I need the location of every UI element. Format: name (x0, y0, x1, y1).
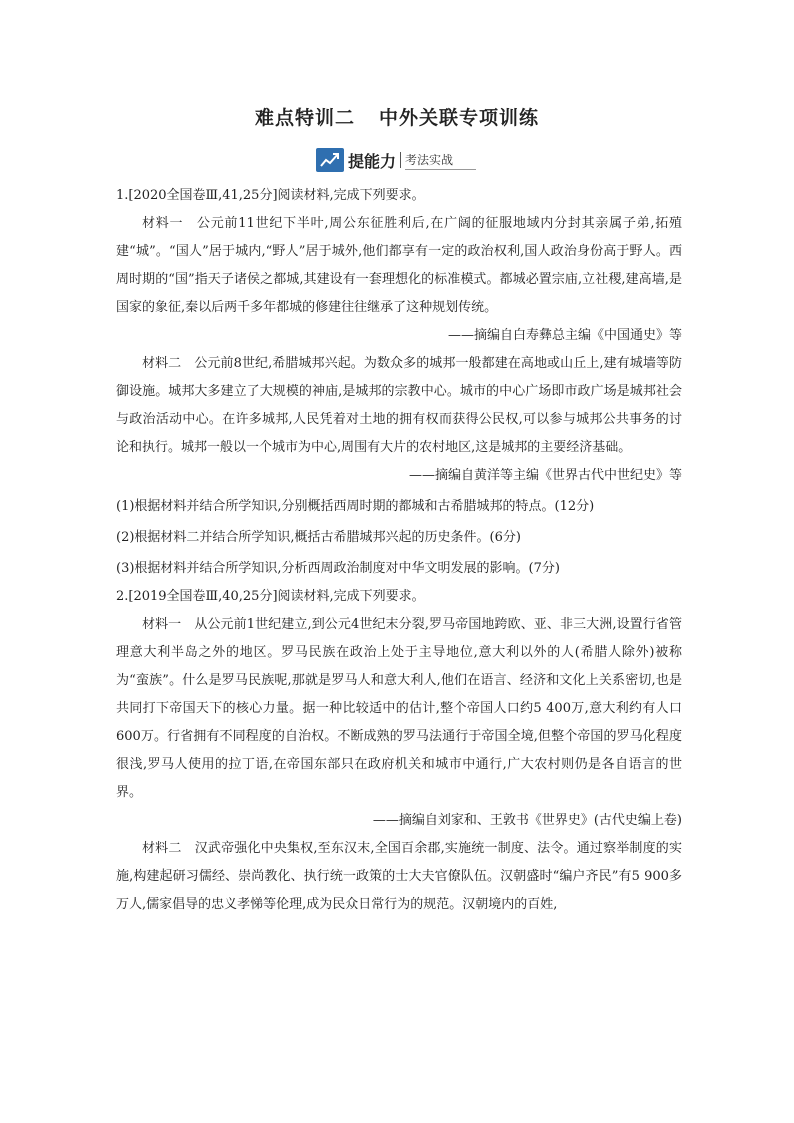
badge-sub-label: 考法实战 (405, 151, 476, 170)
question-1-material-1: 材料一 公元前11世纪下半叶,周公东征胜利后,在广阔的征服地域内分封其亲属子弟,拓殖建“城”。“国人”居于城内,“野人”居于城外,他们都享有一定的政治权利,国人政治身份高于野人。西周时期的“国”指天子诸侯之都城,其建设有一套理想化的标准模式。都城必置宗庙,立社稷,建高墙,是国家的象征,秦以后两千多年都城的修建往往继承了这种规划传统。 (116, 216, 682, 315)
title-right: 中外关联专项训练 (379, 107, 540, 129)
content (116, 182, 682, 919)
question-1-sub-1: (1)根据材料并结合所学知识,分别概括西周时期的都城和古希腊城邦的特点。(12分) (116, 499, 595, 514)
question-2-material-2: 材料二 汉武帝强化中央集权,至东汉末,全国百余郡,实施统一制度、法令。通过察举制度的实施,构建起研习儒经、崇尚教化、执行统一政策的士大夫官僚队伍。汉朝盛时“编户齐民”有5 900多万人,儒家倡导的忠义孝悌等伦理,成为民众日常行为的规范。汉朝境内的百姓, (116, 841, 682, 912)
question-1-material-2: 材料二 公元前8世纪,希腊城邦兴起。为数众多的城邦一般都建在高地或山丘上,建有城墙等防御设施。城邦大多建立了大规模的神庙,是城邦的宗教中心。城市的中心广场即市政广场是城邦社会与政治活动中心。在许多城邦,人民凭着对土地的拥有权而获得公民权,可以参与城邦公共事务的讨论和执行。城邦一般以一个城市为中心,周围有大片的农村地区,这是城邦的主要经济基础。 (116, 356, 682, 455)
badge-divider (400, 152, 401, 168)
page-title (0, 103, 794, 130)
title-left: 难点特训二 (254, 107, 355, 129)
badge-main-label: 提能力 (348, 151, 397, 171)
question-1-header: 1.[2020全国卷Ⅲ,41,25分]阅读材料,完成下列要求。 (116, 188, 425, 203)
question-1-material-1-source: ——摘编自白寿彝总主编《中国通史》等 (447, 328, 682, 343)
question-2-header: 2.[2019全国卷Ⅲ,40,25分]阅读材料,完成下列要求。 (116, 589, 425, 604)
question-2-material-1: 材料一 从公元前1世纪建立,到公元4世纪末分裂,罗马帝国地跨欧、亚、非三大洲,设置行省管理意大利半岛之外的地区。罗马民族在政治上处于主导地位,意大利以外的人(希腊人除外)被称为“蛮族”。什么是罗马民族呢,那就是罗马人和意大利人,他们在语言、经济和文化上关系密切,也是共同打下帝国天下的核心力量。据一种比较适中的估计,整个帝国人口约5 400万,意大利约有人口600万。行省拥有不同程度的自治权。不断成熟的罗马法通行于帝国全境,但整个帝国的罗马化程度很浅,罗马人使用的拉丁语,在帝国东部只在政府机关和城市中通行,广大农村则仍是各自语言的世界。 (116, 617, 682, 800)
section-badge (316, 147, 476, 173)
question-2-material-1-source: ——摘编自刘家和、王敦书《世界史》(古代史编上卷) (372, 813, 682, 828)
question-1-sub-3: (3)根据材料并结合所学知识,分析西周政治制度对中华文明发展的影响。(7分) (116, 561, 560, 576)
chart-trend-icon (316, 148, 344, 172)
question-1-sub-2: (2)根据材料二并结合所学知识,概括古希腊城邦兴起的历史条件。(6分) (116, 530, 521, 545)
question-1-material-2-source: ——摘编自黄洋等主编《世界古代中世纪史》等 (408, 468, 682, 483)
